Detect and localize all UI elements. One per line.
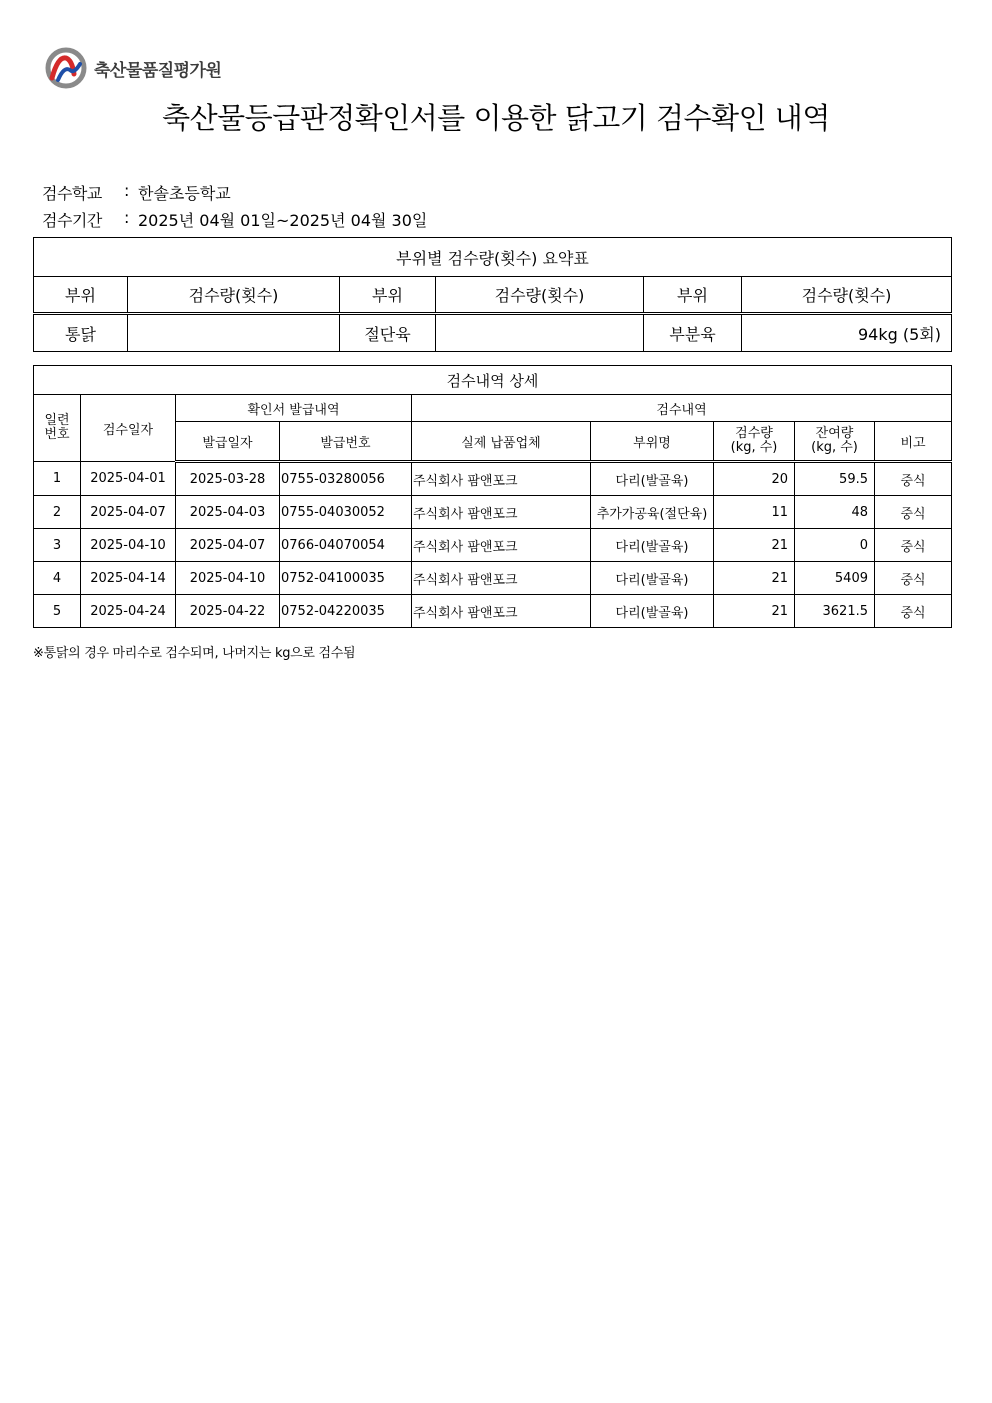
seq-header-line2: 번호 <box>44 427 70 442</box>
summary-part-header: 부위 <box>644 277 742 314</box>
cell-remain: 48 <box>795 496 875 529</box>
cell-note: 중식 <box>875 595 952 628</box>
cell-vendor: 주식회사 팜앤포크 <box>412 462 591 496</box>
cell-vendor: 주식회사 팜앤포크 <box>412 496 591 529</box>
kape-logo-icon <box>44 46 88 90</box>
cell-amount: 11 <box>714 496 795 529</box>
issue-no-header: 발급번호 <box>280 422 412 462</box>
summary-amount-header: 검수량(횟수) <box>436 277 644 314</box>
cell-issue-date: 2025-04-03 <box>176 496 280 529</box>
summary-amount-whole <box>128 314 340 352</box>
info-period <box>42 208 427 231</box>
cell-issue-no: 0755-03280056 <box>280 462 412 496</box>
detail-table <box>33 365 952 628</box>
summary-amount-header: 검수량(횟수) <box>128 277 340 314</box>
period-label: 검수기간 <box>42 211 102 230</box>
summary-part-whole: 통닭 <box>34 314 128 352</box>
seq-header <box>34 395 81 462</box>
cell-seq: 3 <box>34 529 81 562</box>
cell-vendor: 주식회사 팜앤포크 <box>412 595 591 628</box>
summary-part-header: 부위 <box>340 277 436 314</box>
cell-note: 중식 <box>875 562 952 595</box>
table-row <box>34 595 952 628</box>
document-title: 축산물등급판정확인서를 이용한 닭고기 검수확인 내역 <box>162 101 830 135</box>
cell-part: 다리(발골육) <box>591 562 714 595</box>
summary-amount-header: 검수량(횟수) <box>742 277 952 314</box>
cell-seq: 1 <box>34 462 81 496</box>
inspect-group-header: 검수내역 <box>412 395 952 422</box>
summary-part-cut: 절단육 <box>340 314 436 352</box>
school-colon: : <box>124 181 130 200</box>
cell-part: 다리(발골육) <box>591 595 714 628</box>
remain-header-line1: 잔여량 <box>815 426 854 441</box>
cell-part: 다리(발골육) <box>591 462 714 496</box>
table-row <box>34 462 952 496</box>
cell-date: 2025-04-24 <box>81 595 176 628</box>
cell-vendor: 주식회사 팜앤포크 <box>412 562 591 595</box>
cell-remain: 5409 <box>795 562 875 595</box>
cert-group-header: 확인서 발급내역 <box>176 395 412 422</box>
org-logo <box>44 46 221 90</box>
summary-part-header: 부위 <box>34 277 128 314</box>
cell-remain: 59.5 <box>795 462 875 496</box>
cell-seq: 5 <box>34 595 81 628</box>
summary-caption: 부위별 검수량(횟수) 요약표 <box>34 238 952 277</box>
summary-amount-cut <box>436 314 644 352</box>
info-school <box>42 181 231 204</box>
cell-amount: 21 <box>714 595 795 628</box>
issue-date-header: 발급일자 <box>176 422 280 462</box>
cell-issue-date: 2025-03-28 <box>176 462 280 496</box>
cell-issue-no: 0755-04030052 <box>280 496 412 529</box>
cell-issue-no: 0752-04220035 <box>280 595 412 628</box>
cell-note: 중식 <box>875 462 952 496</box>
cell-date: 2025-04-10 <box>81 529 176 562</box>
amount-header <box>714 422 795 462</box>
school-value: 한솔초등학교 <box>138 184 231 203</box>
table-row <box>34 529 952 562</box>
cell-remain: 0 <box>795 529 875 562</box>
footnote: ※통닭의 경우 마리수로 검수되며, 나머지는 kg으로 검수됨 <box>33 646 356 661</box>
cell-note: 중식 <box>875 529 952 562</box>
part-name-header: 부위명 <box>591 422 714 462</box>
cell-issue-no: 0752-04100035 <box>280 562 412 595</box>
cell-issue-date: 2025-04-10 <box>176 562 280 595</box>
period-colon: : <box>124 208 130 227</box>
seq-header-line1: 일련 <box>44 413 70 428</box>
cell-part: 다리(발골육) <box>591 529 714 562</box>
cell-date: 2025-04-01 <box>81 462 176 496</box>
table-row <box>34 496 952 529</box>
cell-part: 추가가공육(절단육) <box>591 496 714 529</box>
summary-part-portion: 부분육 <box>644 314 742 352</box>
summary-table <box>33 237 952 352</box>
cell-issue-date: 2025-04-22 <box>176 595 280 628</box>
cell-vendor: 주식회사 팜앤포크 <box>412 529 591 562</box>
cell-amount: 21 <box>714 562 795 595</box>
amount-header-line2: (kg, 수) <box>730 440 778 455</box>
cell-date: 2025-04-07 <box>81 496 176 529</box>
remain-header <box>795 422 875 462</box>
table-row <box>34 562 952 595</box>
period-value: 2025년 04월 01일~2025년 04월 30일 <box>138 211 428 230</box>
remain-header-line2: (kg, 수) <box>811 440 858 455</box>
cell-amount: 21 <box>714 529 795 562</box>
cell-amount: 20 <box>714 462 795 496</box>
school-label: 검수학교 <box>42 184 102 203</box>
cell-issue-date: 2025-04-07 <box>176 529 280 562</box>
cell-date: 2025-04-14 <box>81 562 176 595</box>
cell-seq: 2 <box>34 496 81 529</box>
cell-issue-no: 0766-04070054 <box>280 529 412 562</box>
cell-note: 중식 <box>875 496 952 529</box>
detail-caption: 검수내역 상세 <box>34 366 952 395</box>
date-header: 검수일자 <box>81 395 176 462</box>
cell-seq: 4 <box>34 562 81 595</box>
cell-remain: 3621.5 <box>795 595 875 628</box>
amount-header-line1: 검수량 <box>735 426 773 441</box>
vendor-header: 실제 납품업체 <box>412 422 591 462</box>
summary-amount-portion: 94kg (5회) <box>742 314 952 352</box>
org-name: 축산물품질평가원 <box>94 60 222 81</box>
note-header: 비고 <box>875 422 952 462</box>
